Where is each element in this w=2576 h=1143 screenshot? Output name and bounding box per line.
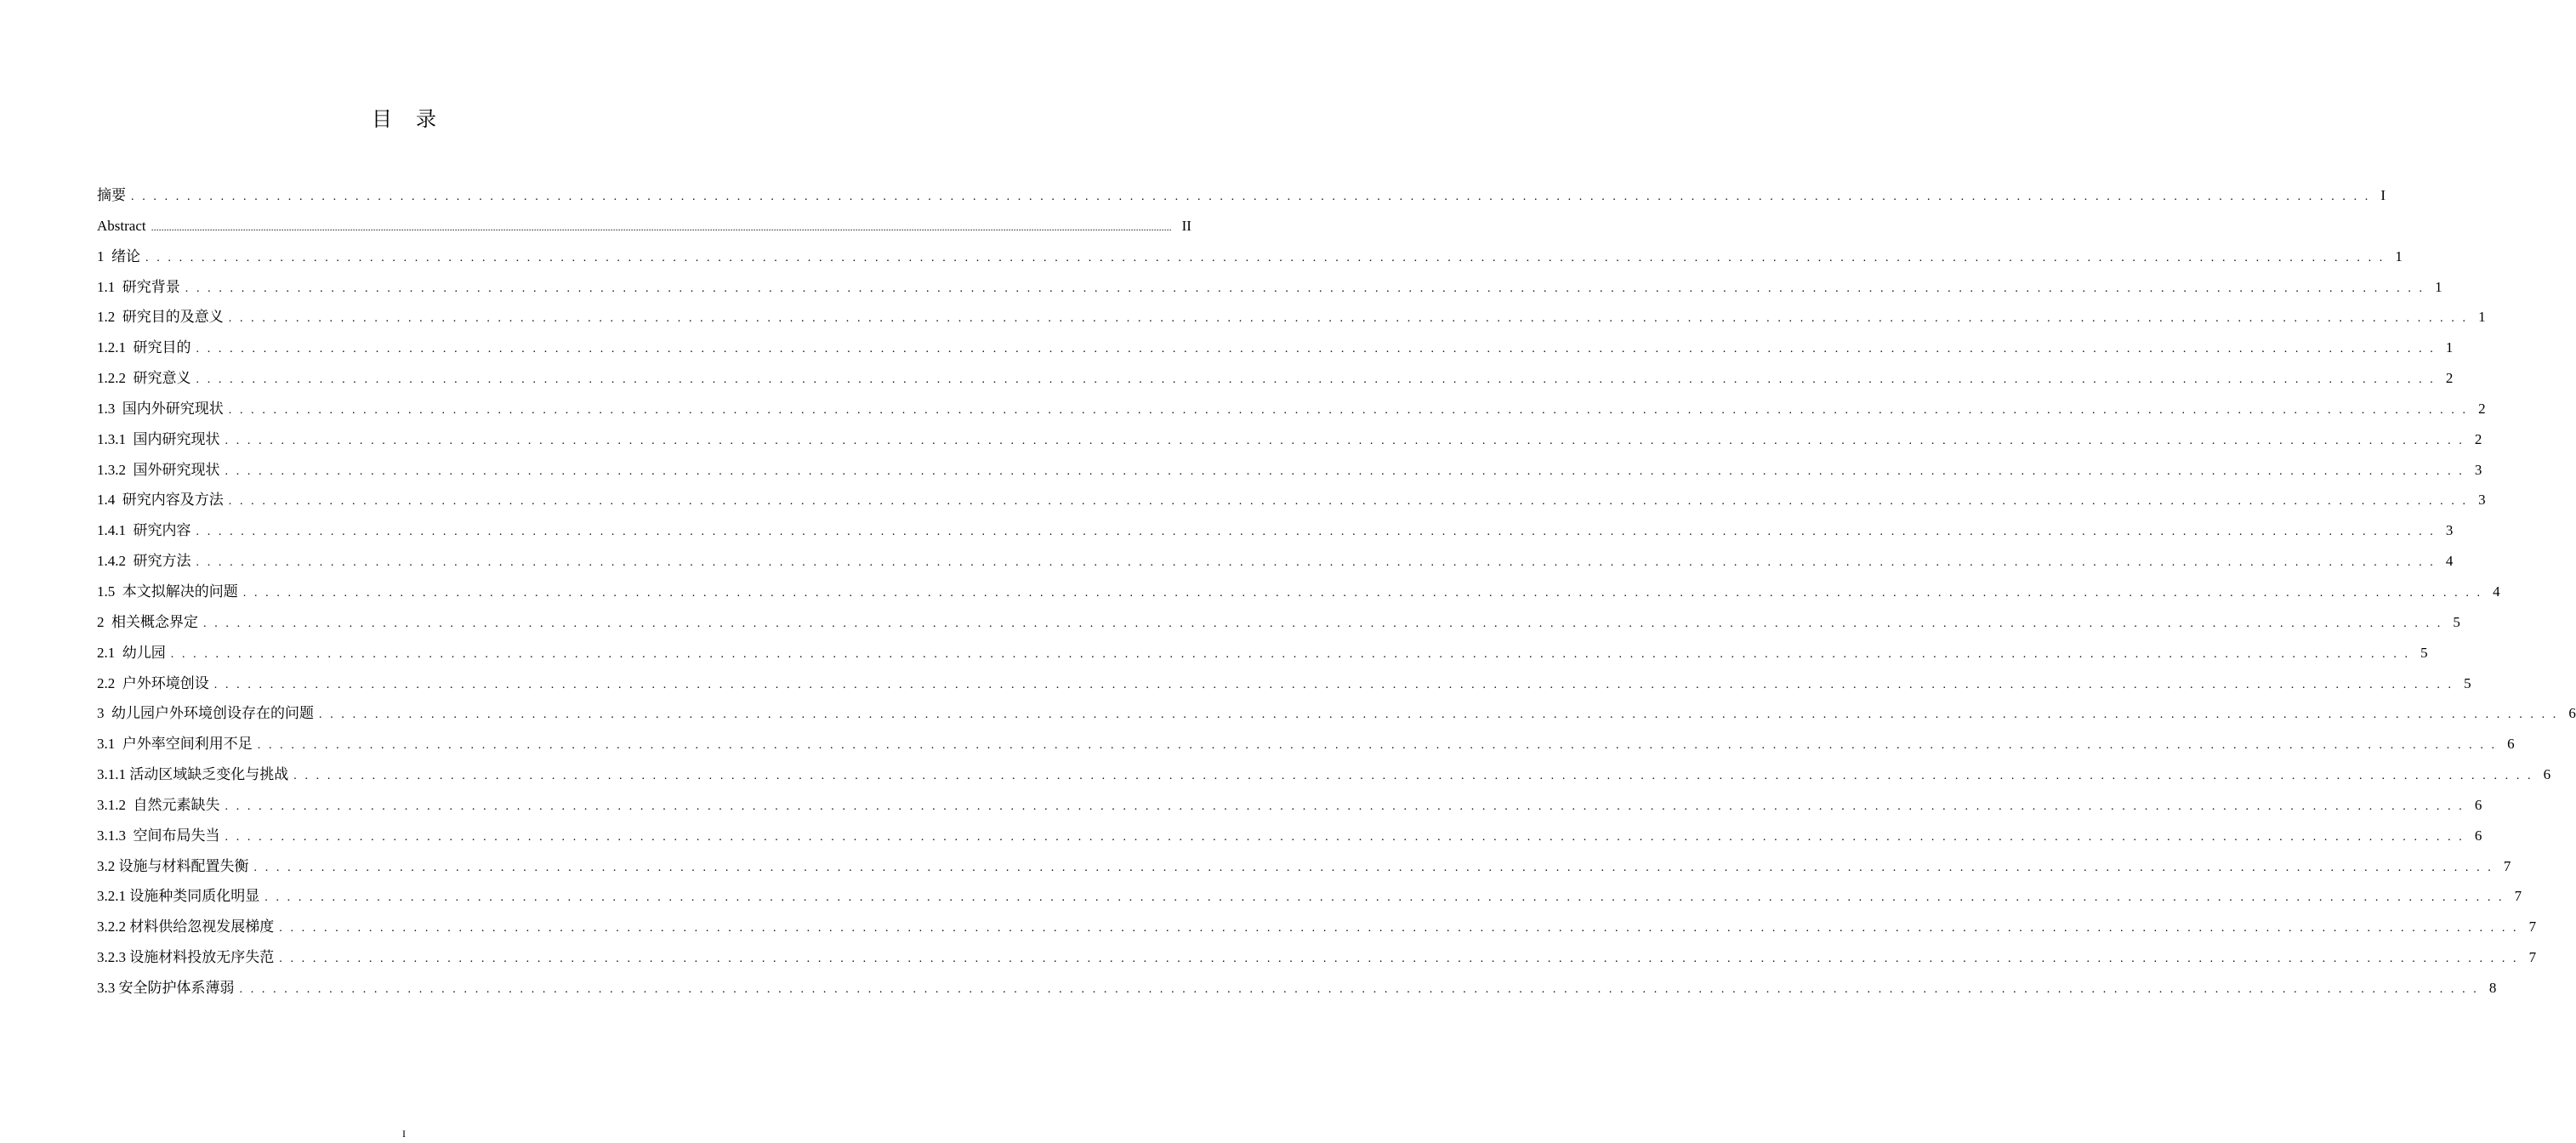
toc-entry-page: 3 xyxy=(2445,522,2454,539)
toc-entry-label: 1 绪论 xyxy=(97,247,140,264)
toc-entry[interactable] xyxy=(97,242,2403,272)
toc-entry[interactable] xyxy=(97,211,1191,242)
toc-entry[interactable] xyxy=(97,546,2454,577)
page-number: I xyxy=(402,1128,406,1140)
toc-entry-label: 1.4.1 研究内容 xyxy=(97,522,191,539)
toc-entry[interactable] xyxy=(97,912,2537,942)
toc-entry-label: 1.3.2 国外研究现状 xyxy=(97,461,220,478)
toc-entry[interactable] xyxy=(97,272,2442,303)
toc-entry-label: 2.2 户外环境创设 xyxy=(97,674,209,691)
toc-entry-label: 3.1 户外率空间利用不足 xyxy=(97,736,253,753)
toc-entry-label: 1.2 研究目的及意义 xyxy=(97,309,224,326)
toc-entry[interactable] xyxy=(97,973,2497,1004)
toc-entry-label: 3.3 安全防护体系薄弱 xyxy=(97,979,235,996)
toc-entry-label: 2 相关概念界定 xyxy=(97,613,198,630)
toc-entry[interactable] xyxy=(97,607,2460,638)
toc-leader-dots: . . . . . . . . . . . . . . . . . . . . . . . . . . . . . . . . . . . . . . . . . . . . . . . . . . . . . . . . . . . . . . . . . . . . . . . . . . . . . . . . . . . . . . . . . . . . . . . . . . . . . . . . . . . . . . . . . . . . . . . . . . . . . . . . . . . . . . . . . . . . . . . . . . . . . . . . . . . . . . . . . . . . . . . . . . . . . . . . . . . . . . . . . . . . . . . . . . . . . . . . xyxy=(279,922,2519,935)
toc-entry-page: 4 xyxy=(2493,583,2500,600)
toc-leader-dots: . . . . . . . . . . . . . . . . . . . . . . . . . . . . . . . . . . . . . . . . . . . . . . . . . . . . . . . . . . . . . . . . . . . . . . . . . . . . . . . . . . . . . . . . . . . . . . . . . . . . . . . . . . . . . . . . . . . . . . . . . . . . . . . . . . . . . . . . . . . . . . . . . . . . . . . . . . . . . . . . . . . . . . . . . . . . . . . . . . . . . . . . . . . . . . . . . . . . . . . . xyxy=(131,190,2371,203)
toc-entry-page: II xyxy=(1181,217,1191,234)
toc-entry-page: 8 xyxy=(2488,979,2497,996)
toc-leader-dots: . . . . . . . . . . . . . . . . . . . . . . . . . . . . . . . . . . . . . . . . . . . . . . . . . . . . . . . . . . . . . . . . . . . . . . . . . . . . . . . . . . . . . . . . . . . . . . . . . . . . . . . . . . . . . . . . . . . . . . . . . . . . . . . . . . . . . . . . . . . . . . . . . . . . . . . . . . . . . . . . . . . . . . . . . . . . . . . . . . . . . . . . . . . . . . . . . . . . . . . . xyxy=(319,708,2559,722)
toc-entry-label: 1.4 研究内容及方法 xyxy=(97,492,224,509)
toc-entry-label: 1.2.1 研究目的 xyxy=(97,339,191,356)
toc-leader-dots: . . . . . . . . . . . . . . . . . . . . . . . . . . . . . . . . . . . . . . . . . . . . . . . . . . . . . . . . . . . . . . . . . . . . . . . . . . . . . . . . . . . . . . . . . . . . . . . . . . . . . . . . . . . . . . . . . . . . . . . . . . . . . . . . . . . . . . . . . . . . . . . . . . . . . . . . . . . . . . . . . . . . . . . . . . . . . . . . . . . . . . . . . . . . . . . . . . . . . . . . xyxy=(145,251,2386,264)
toc-entry-page: 6 xyxy=(2474,827,2482,844)
toc-leader-dots: . . . . . . . . . . . . . . . . . . . . . . . . . . . . . . . . . . . . . . . . . . . . . . . . . . . . . . . . . . . . . . . . . . . . . . . . . . . . . . . . . . . . . . . . . . . . . . . . . . . . . . . . . . . . . . . . . . . . . . . . . . . . . . . . . . . . . . . . . . . . . . . . . . . . . . . . . . . . . . . . . . . . . . . . . . . . . . . . . . . . . . . . . . . . . . . . . . . . . . . . xyxy=(196,526,2436,539)
toc-entry-page: 2 xyxy=(2445,370,2454,387)
toc-leader-dots: . . . . . . . . . . . . . . . . . . . . . . . . . . . . . . . . . . . . . . . . . . . . . . . . . . . . . . . . . . . . . . . . . . . . . . . . . . . . . . . . . . . . . . . . . . . . . . . . . . . . . . . . . . . . . . . . . . . . . . . . . . . . . . . . . . . . . . . . . . . . . . . . . . . . . . . . . . . . . . . . . . . . . . . . . . . . . . . . . . . . . . . . . . . . . . . . . . . . . . . . xyxy=(213,678,2454,691)
toc-entry[interactable] xyxy=(97,759,2551,790)
toc-leader-dots: . . . . . . . . . . . . . . . . . . . . . . . . . . . . . . . . . . . . . . . . . . . . . . . . . . . . . . . . . . . . . . . . . . . . . . . . . . . . . . . . . . . . . . . . . . . . . . . . . . . . . . . . . . . . . . . . . . . . . . . . . . . . . . . . . . . . . . . . . . . . . . . . . . . . . . . . . . . . . . . . . . . . . . . . . . . . . . . . . . . . . . . . . . . . . . . . . . . . . . . . xyxy=(225,799,2465,813)
toc-leader-dots: . . . . . . . . . . . . . . . . . . . . . . . . . . . . . . . . . . . . . . . . . . . . . . . . . . . . . . . . . . . . . . . . . . . . . . . . . . . . . . . . . . . . . . . . . . . . . . . . . . . . . . . . . . . . . . . . . . . . . . . . . . . . . . . . . . . . . . . . . . . . . . . . . . . . . . . . . . . . . . . . . . . . . . . . . . . . . . . . . . . . . . . . . . . . . . . . . . . . . . . . xyxy=(264,891,2505,905)
toc-entry-page: 1 xyxy=(2445,339,2454,356)
toc-entry-page: 7 xyxy=(2503,857,2511,874)
toc-entry[interactable] xyxy=(97,942,2537,973)
toc-entry-page: I xyxy=(2380,187,2386,203)
toc-entry[interactable] xyxy=(97,363,2454,394)
toc-leader-dots: . . . . . . . . . . . . . . . . . . . . . . . . . . . . . . . . . . . . . . . . . . . . . . . . . . . . . . . . . . . . . . . . . . . . . . . . . . . . . . . . . . . . . . . . . . . . . . . . . . . . . . . . . . . . . . . . . . . . . . . . . . . . . . . . . . . . . . . . . . . . . . . . . . . . . . . . . . . . . . . . . . . . . . . . . . . . . . . . . . . . . . . . . . . . . . . . . . . . . . . . xyxy=(185,281,2425,295)
toc-entry[interactable] xyxy=(97,821,2482,851)
toc-leader-dots: . . . . . . . . . . . . . . . . . . . . . . . . . . . . . . . . . . . . . . . . . . . . . . . . . . . . . . . . . . . . . . . . . . . . . . . . . . . . . . . . . . . . . . . . . . . . . . . . . . . . . . . . . . . . . . . . . . . . . . . . . . . . . . . . . . . . . . . . . . . . . . . . . . . . . . . . . . . . . . . . . . . . . . . . . . . . . . . . . . . . . . . . . . . . . . . . . . . . . . . . xyxy=(279,952,2519,966)
toc-leader-dots: . . . . . . . . . . . . . . . . . . . . . . . . . . . . . . . . . . . . . . . . . . . . . . . . . . . . . . . . . . . . . . . . . . . . . . . . . . . . . . . . . . . . . . . . . . . . . . . . . . . . . . . . . . . . . . . . . . . . . . . . . . . . . . . . . . . . . . . . . . . . . . . . . . . . . . . . . . . . . . . . . . . . . . . . . . . . . . . . . . . . . . . . . . . . . . . . . . . . . . . . xyxy=(196,343,2436,356)
toc-leader-dots: . . . . . . . . . . . . . . . . . . . . . . . . . . . . . . . . . . . . . . . . . . . . . . . . . . . . . . . . . . . . . . . . . . . . . . . . . . . . . . . . . . . . . . . . . . . . . . . . . . . . . . . . . . . . . . . . . . . . . . . . . . . . . . . . . . . . . . . . . . . . . . . . . . . . . . . . . . . . . . . . . . . . . . . . . . . . . . . . . . . . . . . . . . . . . . . . . . . . . . . . xyxy=(225,464,2465,478)
toc-entry[interactable] xyxy=(97,851,2511,882)
toc-entry-page: 7 xyxy=(2528,918,2537,935)
toc-title: 目录 xyxy=(372,107,460,131)
toc-entry-page: 6 xyxy=(2568,705,2576,722)
toc-entry-page: 5 xyxy=(2453,613,2460,630)
toc-leader-dots: . . . . . . . . . . . . . . . . . . . . . . . . . . . . . . . . . . . . . . . . . . . . . . . . . . . . . . . . . . . . . . . . . . . . . . . . . . . . . . . . . . . . . . . . . . . . . . . . . . . . . . . . . . . . . . . . . . . . . . . . . . . . . . . . . . . . . . . . . . . . . . . . . . . . . . . . . . . . . . . . . . . . . . . . . . . . . . . . . . . . . . . . . . . . . . . . . . . . . . . . xyxy=(196,556,2436,570)
toc-entry[interactable] xyxy=(97,729,2515,759)
toc-leader-dots: . . . . . . . . . . . . . . . . . . . . . . . . . . . . . . . . . . . . . . . . . . . . . . . . . . . . . . . . . . . . . . . . . . . . . . . . . . . . . . . . . . . . . . . . . . . . . . . . . . . . . . . . . . . . . . . . . . . . . . . . . . . . . . . . . . . . . . . . . . . . . . . . . . . . . . . . . . . . . . . . . . . . . . . . . . . . . . . . . . . . . . . . . . . . . . . . . . . . . . . . xyxy=(170,647,2411,661)
toc-leader-dots: . . . . . . . . . . . . . . . . . . . . . . . . . . . . . . . . . . . . . . . . . . . . . . . . . . . . . . . . . . . . . . . . . . . . . . . . . . . . . . . . . . . . . . . . . . . . . . . . . . . . . . . . . . . . . . . . . . . . . . . . . . . . . . . . . . . . . . . . . . . . . . . . . . . . . . . . . . . . . . . . . . . . . . . . . . . . . . . . . . . . . . . . . . . . . . . . . . . . . . . . xyxy=(239,982,2479,996)
toc-entry-page: 2 xyxy=(2478,400,2486,417)
toc-entry[interactable] xyxy=(97,790,2482,821)
toc-entry-label: 1.5 本文拟解决的问题 xyxy=(97,583,238,600)
toc-entry-label: 3.1.1 活动区域缺乏变化与挑战 xyxy=(97,766,289,783)
toc-entry-label: 3.2 设施与材料配置失衡 xyxy=(97,857,249,874)
toc-entry-label: 3.2.2 材料供给忽视发展梯度 xyxy=(97,918,275,935)
toc-entry-label: 3 幼儿园户外环境创设存在的问题 xyxy=(97,705,314,722)
toc-entry-label: 3.2.1 设施种类同质化明显 xyxy=(97,888,260,905)
toc-entry-page: 6 xyxy=(2543,766,2551,783)
toc-entry-label: 3.1.2 自然元素缺失 xyxy=(97,796,220,813)
toc-entry-label: 2.1 幼儿园 xyxy=(97,644,166,661)
toc-entry-page: 7 xyxy=(2528,949,2537,966)
toc-entry-label: 1.1 研究背景 xyxy=(97,278,180,295)
toc-leader-dots: . . . . . . . . . . . . . . . . . . . . . . . . . . . . . . . . . . . . . . . . . . . . . . . . . . . . . . . . . . . . . . . . . . . . . . . . . . . . . . . . . . . . . . . . . . . . . . . . . . . . . . . . . . . . . . . . . . . . . . . . . . . . . . . . . . . . . . . . . . . . . . . . . . . . . . . . . . . . . . . . . . . . . . . . . . . . . . . . . . . . . . . . . . . . . . . . . . . . . . . . xyxy=(196,373,2436,387)
toc-entry-page: 1 xyxy=(2478,309,2486,326)
toc-entry[interactable] xyxy=(97,180,2386,211)
toc-entry[interactable] xyxy=(97,302,2486,333)
toc-leader-dots: . . . . . . . . . . . . . . . . . . . . . . . . . . . . . . . . . . . . . . . . . . . . . . . . . . . . . . . . . . . . . . . . . . . . . . . . . . . . . . . . . . . . . . . . . . . . . . . . . . . . . . . . . . . . . . . . . . . . . . . . . . . . . . . . . . . . . . . . . . . . . . . . . . . . . . . . . . . . . . . . . . . . . . . . . . . . . . . . . . . . . . . . . . . . . . . . . . . . . . . . xyxy=(293,770,2533,783)
toc-entry-label: Abstract xyxy=(97,217,146,234)
toc-entry-label: 摘要 xyxy=(97,187,126,203)
toc-entry-label: 1.3.1 国内研究现状 xyxy=(97,430,220,447)
toc-leader-dots: . . . . . . . . . . . . . . . . . . . . . . . . . . . . . . . . . . . . . . . . . . . . . . . . . . . . . . . . . . . . . . . . . . . . . . . . . . . . . . . . . . . . . . . . . . . . . . . . . . . . . . . . . . . . . . . . . . . . . . . . . . . . . . . . . . . . . . . . . . . . . . . . . . . . . . . . . . . . . . . . . . . . . . . . . . . . . . . . . . . . . . . . . . . . . . . . . . . . . . . . xyxy=(253,861,2494,874)
toc-entry-label: 1.3 国内外研究现状 xyxy=(97,400,224,417)
toc-entry-label: 3.2.3 设施材料投放无序失范 xyxy=(97,949,275,966)
toc-entry-page: 1 xyxy=(2395,247,2403,264)
toc-entry[interactable] xyxy=(97,485,2486,515)
toc-entry-page: 6 xyxy=(2507,736,2515,753)
toc-entry[interactable] xyxy=(97,394,2486,424)
toc-entry[interactable] xyxy=(97,333,2454,363)
toc-leader-dots: . . . . . . . . . . . . . . . . . . . . . . . . . . . . . . . . . . . . . . . . . . . . . . . . . . . . . . . . . . . . . . . . . . . . . . . . . . . . . . . . . . . . . . . . . . . . . . . . . . . . . . . . . . . . . . . . . . . . . . . . . . . . . . . . . . . . . . . . . . . . . . . . . . . . . . . . . . . . . . . . . . . . . . . . . . . . . . . . . . . . . . . . . . . . . . . . . . . . . . . . xyxy=(228,495,2469,509)
toc-leader-dots: . . . . . . . . . . . . . . . . . . . . . . . . . . . . . . . . . . . . . . . . . . . . . . . . . . . . . . . . . . . . . . . . . . . . . . . . . . . . . . . . . . . . . . . . . . . . . . . . . . . . . . . . . . . . . . . . . . . . . . . . . . . . . . . . . . . . . . . . . . . . . . . . . . . . . . . . . . . . . . . . . . . . . . . . . . . . . . . . . . . . . . . . . . . . . . . . . . . . . . . . xyxy=(225,830,2465,844)
toc-leader-dots: . . . . . . . . . . . . . . . . . . . . . . . . . . . . . . . . . . . . . . . . . . . . . . . . . . . . . . . . . . . . . . . . . . . . . . . . . . . . . . . . . . . . . . . . . . . . . . . . . . . . . . . . . . . . . . . . . . . . . . . . . . . . . . . . . . . . . . . . . . . . . . . . . . . . . . . . . . . . . . . . . . . . . . . . . . . . . . . . . . . . . . . . . . . . . . . . . . . . . . . . xyxy=(242,586,2483,600)
toc-entry[interactable] xyxy=(97,577,2500,607)
toc-leader-dots: . . . . . . . . . . . . . . . . . . . . . . . . . . . . . . . . . . . . . . . . . . . . . . . . . . . . . . . . . . . . . . . . . . . . . . . . . . . . . . . . . . . . . . . . . . . . . . . . . . . . . . . . . . . . . . . . . . . . . . . . . . . . . . . . . . . . . . . . . . . . . . . . . . . . . . . . . . . . . . . . . . . . . . . . . . . . . . . . . . . . . . . . . . . . . . . . . . . . . . . . xyxy=(225,434,2465,447)
toc-entry-page: 3 xyxy=(2474,461,2482,478)
toc-entry[interactable] xyxy=(97,424,2482,455)
toc-entry-page: 2 xyxy=(2474,430,2482,447)
toc-entry[interactable] xyxy=(97,668,2471,699)
toc-entry-label: 1.4.2 研究方法 xyxy=(97,553,191,570)
toc-entry[interactable] xyxy=(97,698,2576,729)
toc-leader-dots: . . . . . . . . . . . . . . . . . . . . . . . . . . . . . . . . . . . . . . . . . . . . . . . . . . . . . . . . . . . . . . . . . . . . . . . . . . . . . . . . . . . . . . . . . . . . . . . . . . . . . . . . . . . . . . . . . . . . . . . . . . . . . . . . . . . . . . . . . . . . . . . . . . . . . . . . . . . . . . . . . . . . . . . . . . . . . . . . . . . . . . . . . . . . . . . . . . . . . . . . xyxy=(203,617,2443,630)
toc-entry-page: 5 xyxy=(2420,644,2428,661)
toc-leader-dots: . . . . . . . . . . . . . . . . . . . . . . . . . . . . . . . . . . . . . . . . . . . . . . . . . . . . . . . . . . . . . . . . . . . . . . . . . . . . . . . . . . . . . . . . . . . . . . . . . . . . . . . . . . . . . . . . . . . . . . . . . . . . . . . . . . . . . . . . . . . . . . . . . . . . . . . . . . . . . . . . . . . . . . . . . . . . . . . . . . . . . . . . . . . . . . . . . . . . . . . . xyxy=(228,312,2469,326)
toc-entry-label: 3.1.3 空间布局失当 xyxy=(97,827,220,844)
toc-entry-page: 3 xyxy=(2478,492,2486,509)
table-of-contents xyxy=(97,180,2576,1004)
toc-leader-dots: . . . . . . . . . . . . . . . . . . . . . . . . . . . . . . . . . . . . . . . . . . . . . . . . . . . . . . . . . . . . . . . . . . . . . . . . . . . . . . . . . . . . . . . . . . . . . . . . . . . . . . . . . . . . . . . . . . . . . . . . . . . . . . . . . . . . . . . . . . . . . . . . . . . . . . . . . . . . . . . . . . . . . . . . . . . . . . . . . . . . . . . . . . . . . . . . . . . . . . . . xyxy=(228,403,2469,417)
toc-entry[interactable] xyxy=(97,881,2522,912)
toc-entry-page: 4 xyxy=(2445,553,2454,570)
toc-entry-page: 5 xyxy=(2464,674,2471,691)
toc-entry[interactable] xyxy=(97,638,2428,668)
toc-entry-label: 1.2.2 研究意义 xyxy=(97,370,191,387)
toc-entry[interactable] xyxy=(97,515,2454,546)
toc-entry[interactable] xyxy=(97,455,2482,486)
toc-entry-page: 7 xyxy=(2514,888,2522,905)
toc-entry-page: 1 xyxy=(2435,278,2442,295)
toc-leader-dots: ................................................................................................................................................................................................................................................................................................................................................................................................................ xyxy=(151,220,1172,233)
toc-entry-page: 6 xyxy=(2474,796,2482,813)
toc-leader-dots: . . . . . . . . . . . . . . . . . . . . . . . . . . . . . . . . . . . . . . . . . . . . . . . . . . . . . . . . . . . . . . . . . . . . . . . . . . . . . . . . . . . . . . . . . . . . . . . . . . . . . . . . . . . . . . . . . . . . . . . . . . . . . . . . . . . . . . . . . . . . . . . . . . . . . . . . . . . . . . . . . . . . . . . . . . . . . . . . . . . . . . . . . . . . . . . . . . . . . . . . xyxy=(257,739,2498,753)
